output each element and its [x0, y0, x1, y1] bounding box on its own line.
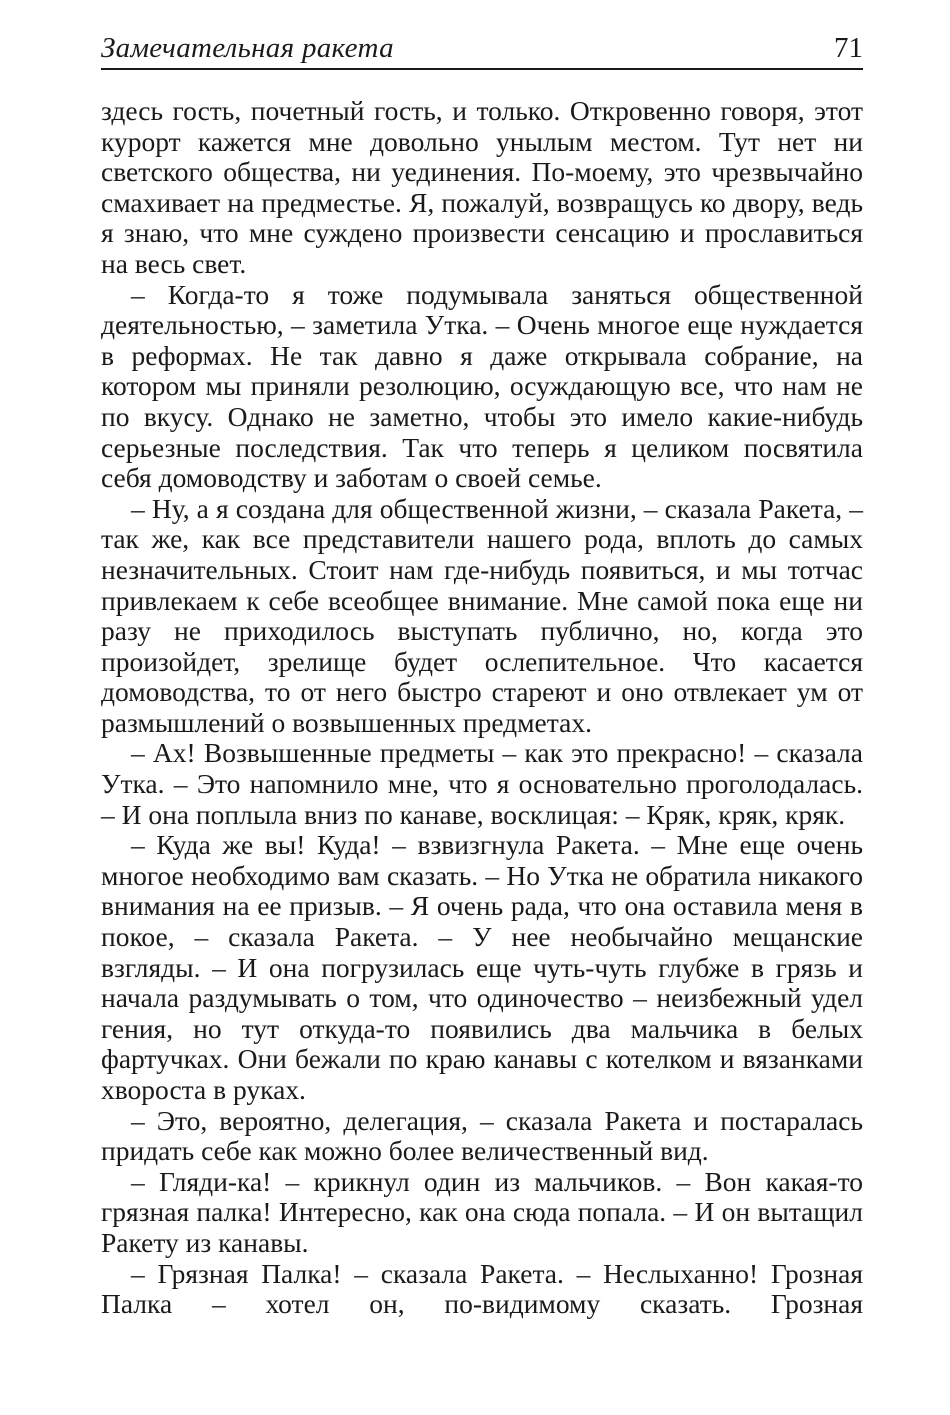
paragraph: – Куда же вы! Куда! – взвизгнула Ракета. – Мне еще очень многое необходимо вам сказать. – Но Утка не обратила никакого внимания на ее призыв. – Я очень рада, что она оставила меня в покое, – сказала Ракета. – У нее необычайно мещанские взгляды. – И она погрузилась еще чуть-чуть глубже в грязь и начала раздумывать о том, что одиночество – неизбежный удел гения, но тут откуда-то появились два мальчика в белых фартучках. Они бежали по краю канавы с котелком и вязанками хвороста в руках.	[101, 829, 863, 1105]
running-header	[101, 28, 863, 70]
paragraph: – Гляди-ка! – крикнул один из мальчиков. – Вон какая-то грязная палка! Интересно, как она сюда попала. – И он вытащил Ракету из канавы.	[101, 1165, 863, 1258]
paragraph: – Когда-то я тоже подумывала заняться общественной деятельностью, – заметила Утка. – Очень многое еще нуждается в реформах. Не так давно я даже открывала собрание, на котором мы приняли резолюцию, осуждающую все, что нам не по вкусу. Однако не заметно, чтобы это имело какие-нибудь серьезные последствия. Так что теперь я целиком посвятила себя домоводству и заботам о своей семье.	[101, 278, 863, 494]
paragraph: – Ну, а я создана для общественной жизни, – сказала Ракета, – так же, как все представители нашего рода, вплоть до самых незначительных. Стоит нам где-нибудь появиться, и мы тотчас привлекаем к себе всеобщее внимание. Мне самой пока еще ни разу не приходилось выступать публично, но, когда это произойдет, зрелище будет ослепительное. Что касается домоводства, то от него быстро стареют и оно отвлекает ум от размышлений о возвышенных предметах.	[101, 492, 863, 738]
paragraph: – Ах! Возвышенные предметы – как это прекрасно! – сказала Утка. – Это напомнило мне, что я основательно проголодалась. – И она поплыла вниз по канаве, восклицая: – Кряк, кряк, кряк.	[101, 737, 863, 830]
paragraph: – Это, вероятно, делегация, – сказала Ракета и постаралась придать себе как можно более величественный вид.	[101, 1104, 863, 1167]
page-number: 71	[834, 32, 863, 64]
book-page	[101, 28, 863, 1320]
paragraph: здесь гость, почетный гость, и только. Откровенно говоря, этот курорт кажется мне довольно унылым местом. Тут нет ни светского общества, ни уединения. По-моему, это чрезвычайно смахивает на предместье. Я, пожалуй, возвращусь ко двору, ведь я знаю, что мне суждено произвести сенсацию и прославиться на весь свет.	[101, 95, 863, 279]
paragraph: – Грязная Палка! – сказала Ракета. – Неслыханно! Грозная Палка – хотел он, по-видимому сказать. Грозная	[101, 1257, 863, 1320]
chapter-title: Замечательная ракета	[101, 32, 394, 64]
body-text	[101, 96, 863, 1320]
